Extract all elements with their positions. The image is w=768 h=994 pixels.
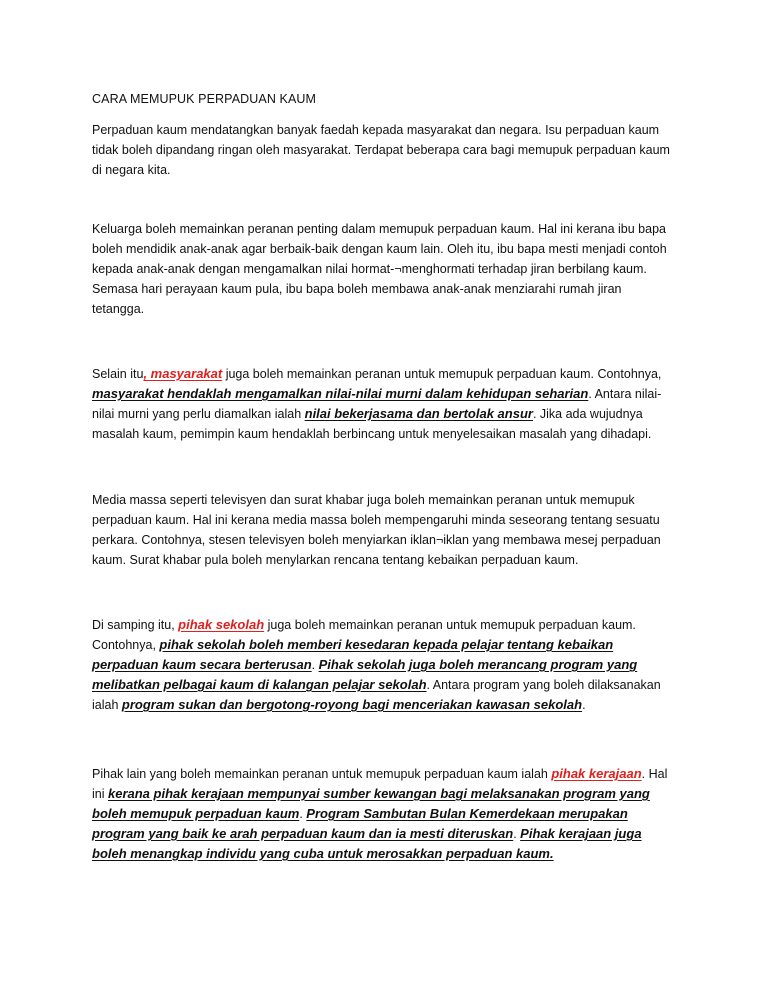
emphasis-text: pihak sekolah boleh memberi kesedaran kepada pelajar tentang kebaikan [159,637,614,652]
plain-text: . [311,658,319,672]
plain-text: . Hal [641,767,668,781]
plain-text: juga boleh memainkan peranan untuk memupuk perpaduan kaum. [264,618,636,632]
text-line [92,675,692,695]
text-line: kepada anak-anak dengan mengamalkan nilai hormat-¬menghormati terhadap jiran berbilang kaum. [92,262,647,276]
emphasis-text: kerana pihak kerajaan mempunyai sumber kewangan bagi melaksanakan program yang [107,786,650,801]
text-line: Keluarga boleh memainkan peranan penting dalam memupuk perpaduan kaum. Hal ini kerana ibu bapa [92,222,666,236]
emphasis-text: masyarakat hendaklah mengamalkan nilai-nilai murni dalam kehidupan seharian [92,386,589,401]
plain-text: . [582,698,586,712]
paragraph-media-massa [92,490,692,570]
plain-text: . Antara nilai- [588,387,662,401]
plain-text: nilai murni yang perlu diamalkan ialah [92,407,305,421]
paragraph-sekolah [92,615,692,715]
emphasis-text: program yang baik ke arah perpaduan kaum dan ia mesti diteruskan [92,826,514,841]
plain-text: . [299,807,307,821]
emphasis-text: nilai bekerjasama dan bertolak ansur [304,406,533,421]
paragraph-masyarakat [92,364,692,444]
plain-text: Contohnya, [92,638,160,652]
text-line: tetangga. [92,302,145,316]
text-line [92,695,692,715]
plain-text: Di samping itu, [92,618,179,632]
paragraph-keluarga [92,219,692,319]
plain-text: ialah [92,698,122,712]
emphasis-text: melibatkan pelbagai kaum di kalangan pelajar sekolah [92,677,427,692]
emphasis-text: Program Sambutan Bulan Kemerdekaan merupakan [306,806,628,821]
text-line: Perpaduan kaum mendatangkan banyak faedah kepada masyarakat dan negara. Isu perpaduan kaum [92,123,660,137]
plain-text: juga boleh memainkan peranan untuk memupuk perpaduan kaum. Contohnya, [222,367,662,381]
emphasis-text: boleh menangkap individu yang cuba untuk merosakkan perpaduan kaum. [92,846,554,861]
text-line [92,655,692,675]
text-line: masalah kaum, pemimpin kaum hendaklah berbincang untuk menyelesaikan masalah yang dihadapi. [92,427,652,441]
emphasis-text: Pihak kerajaan juga [520,826,642,841]
text-line: Semasa hari perayaan kaum pula, ibu bapa boleh membawa anak-anak menziarahi rumah jiran [92,282,622,296]
text-line [92,784,692,804]
plain-text: . Antara program yang boleh dilaksanakan [426,678,661,692]
emphasis-text: boleh memupuk perpaduan kaum [92,806,300,821]
text-line [92,404,692,424]
text-line: perpaduan kaum. Hal ini kerana media massa boleh mempengaruhi minda seseorang tentang sesuatu [92,513,660,527]
paragraph-intro [92,120,692,180]
text-line [92,844,692,864]
text-line [92,635,692,655]
text-line: Media massa seperti televisyen dan surat khabar juga boleh memainkan peranan untuk memupuk [92,493,635,507]
text-line: perkara. Contohnya, stesen televisyen boleh menyiarkan iklan¬iklan yang membawa mesej perpaduan [92,533,661,547]
text-line [92,615,692,635]
text-line [92,804,692,824]
text-line [92,384,692,404]
plain-text: Selain itu [92,367,144,381]
text-line [92,364,692,384]
text-line [92,824,692,844]
text-line: tidak boleh dipandang ringan oleh masyarakat. Terdapat beberapa cara bagi memupuk perpaduan kaum [92,143,670,157]
highlight-keyword: pihak kerajaan [551,766,642,781]
plain-text: . [513,827,521,841]
emphasis-text: Pihak sekolah juga boleh merancang program yang [318,657,638,672]
text-line: boleh mendidik anak-anak agar berbaik-baik dengan kaum lain. Oleh itu, ibu bapa mesti menjadi contoh [92,242,667,256]
emphasis-text: perpaduan kaum secara berterusan [92,657,312,672]
highlight-keyword: pihak sekolah [178,617,265,632]
highlight-keyword: , masyarakat [143,366,223,381]
plain-text: Pihak lain yang boleh memainkan peranan untuk memupuk perpaduan kaum ialah [92,767,552,781]
plain-text: . Jika ada wujudnya [532,407,643,421]
text-line: kaum. Surat khabar pula boleh menylarkan rencana tentang kebaikan perpaduan kaum. [92,553,579,567]
text-line: di negara kita. [92,163,171,177]
emphasis-text: program sukan dan bergotong-royong bagi menceriakan kawasan sekolah [121,697,583,712]
plain-text: ini [92,787,108,801]
paragraph-kerajaan [92,764,692,864]
document-title: CARA MEMUPUK PERPADUAN KAUM [92,92,317,106]
text-line [92,764,692,784]
